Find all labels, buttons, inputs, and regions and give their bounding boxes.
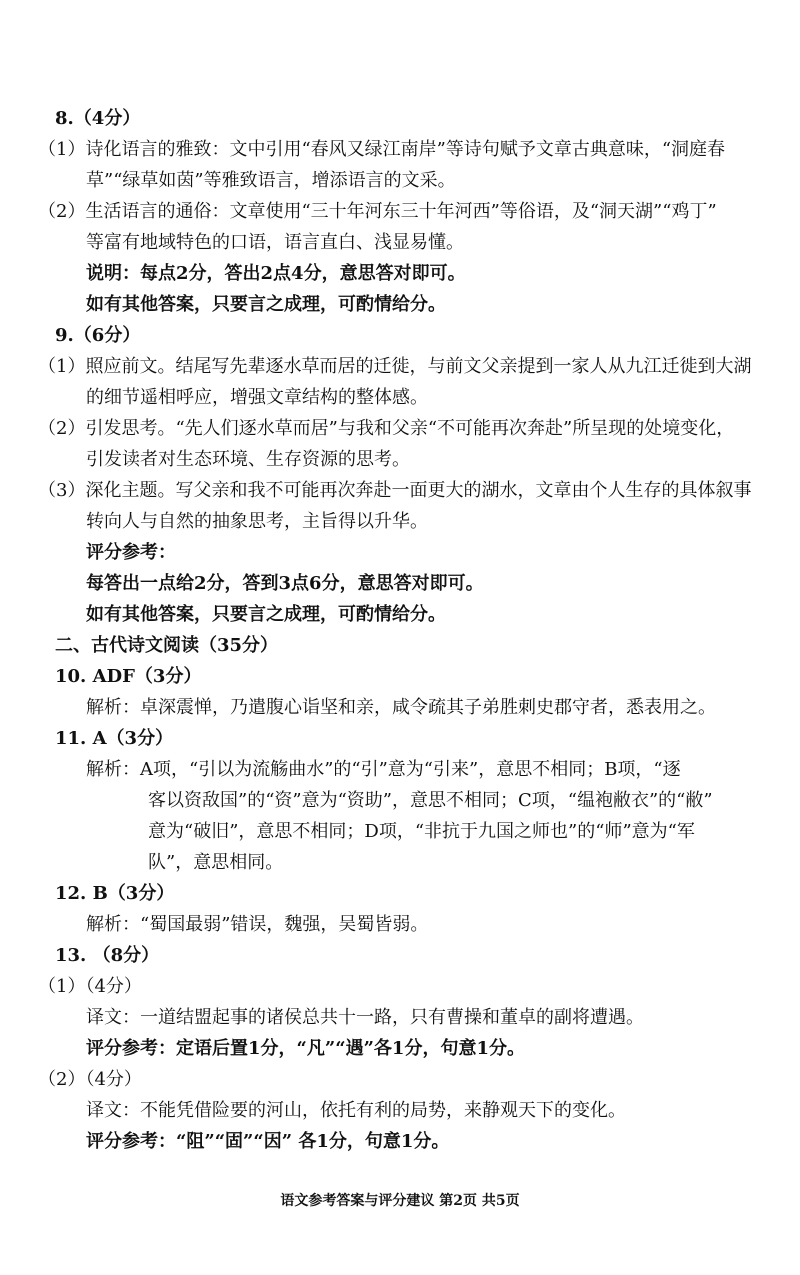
q13-part-2-scoring: 评分参考：“阻”“固”“因” 各1分，句意1分。 xyxy=(86,1131,450,1152)
q9-item-1-line-1: （1）照应前文。结尾写先辈逐水草而居的迁徙，与前文父亲提到一家人从九江迁徙到大湖 xyxy=(38,356,752,377)
q9-other-answers: 如有其他答案，只要言之成理，可酌情给分。 xyxy=(86,604,446,625)
q10-analysis: 解析：卓深震惮，乃遣腹心诣坚和亲，咸令疏其子弟胜刺史郡守者，悉表用之。 xyxy=(86,697,716,718)
q9-item-3-line-1: （3）深化主题。写父亲和我不可能再次奔赴一面更大的湖水，文章由个人生存的具体叙事 xyxy=(38,480,752,501)
q13-part-1-heading: （1）（4分） xyxy=(38,976,142,997)
q13-part-2-heading: （2）（4分） xyxy=(38,1069,142,1090)
q13-part-1-scoring: 评分参考：定语后置1分，“凡”“遇”各1分，句意1分。 xyxy=(86,1038,525,1059)
q11-analysis-line-4: 队”，意思相同。 xyxy=(148,852,284,873)
q8-item-2-line-1: （2）生活语言的通俗：文章使用“三十年河东三十年河西”等俗语，及“洞天湖”“鸡丁” xyxy=(38,201,717,222)
q12-analysis: 解析：“蜀国最弱”错误，魏强，吴蜀皆弱。 xyxy=(86,914,429,935)
q8-note: 说明：每点2分，答出2点4分，意思答对即可。 xyxy=(86,263,466,284)
q9-heading: 9.（6分） xyxy=(55,325,141,346)
q13-heading: 13. （8分） xyxy=(55,945,160,966)
q12-heading: 12. B（3分） xyxy=(55,883,175,904)
q9-item-2-line-2: 引发读者对生态环境、生存资源的思考。 xyxy=(86,449,410,470)
q8-item-1-line-1: （1）诗化语言的雅致：文中引用“春风又绿江南岸”等诗句赋予文章古典意味，“洞庭春 xyxy=(38,139,726,160)
q11-analysis-line-3: 意为“破旧”，意思不相同；D项，“非抗于九国之师也”的“师”意为“军 xyxy=(148,821,695,842)
q9-item-1-line-2: 的细节遥相呼应，增强文章结构的整体感。 xyxy=(86,387,428,408)
q11-analysis-line-2: 客以资敌国”的“资”意为“资助”，意思不相同；C项，“缊袍敝衣”的“敝” xyxy=(148,790,713,811)
page-footer: 语文参考答案与评分建议 第2页 共5页 xyxy=(280,1193,520,1209)
q13-part-1-translation: 译文：一道结盟起事的诸侯总共十一路，只有曹操和董卓的副将遭遇。 xyxy=(86,1007,644,1028)
q9-scoring-label: 评分参考： xyxy=(86,542,176,563)
q9-item-2-line-1: （2）引发思考。“先人们逐水草而居”与我和父亲“不可能再次奔赴”所呈现的处境变化， xyxy=(38,418,735,439)
q9-item-3-line-2: 转向人与自然的抽象思考，主旨得以升华。 xyxy=(86,511,428,532)
q13-part-2-translation: 译文：不能凭借险要的河山，依托有利的局势，来静观天下的变化。 xyxy=(86,1100,626,1121)
q9-scoring-rule: 每答出一点给2分，答到3点6分，意思答对即可。 xyxy=(86,573,484,594)
q8-other-answers: 如有其他答案，只要言之成理，可酌情给分。 xyxy=(86,294,446,315)
q8-item-1-line-2: 草”“绿草如茵”等雅致语言，增添语言的文采。 xyxy=(86,170,456,191)
q10-heading: 10. ADF（3分） xyxy=(55,666,202,687)
q8-item-2-line-2: 等富有地域特色的口语，语言直白、浅显易懂。 xyxy=(86,232,464,253)
q8-heading: 8.（4分） xyxy=(55,108,141,129)
section-heading: 二、古代诗文阅读（35分） xyxy=(55,635,279,656)
q11-heading: 11. A（3分） xyxy=(55,728,174,749)
q11-analysis-line-1: 解析：A项，“引以为流觞曲水”的“引”意为“引来”，意思不相同；B项，“逐 xyxy=(86,759,681,780)
